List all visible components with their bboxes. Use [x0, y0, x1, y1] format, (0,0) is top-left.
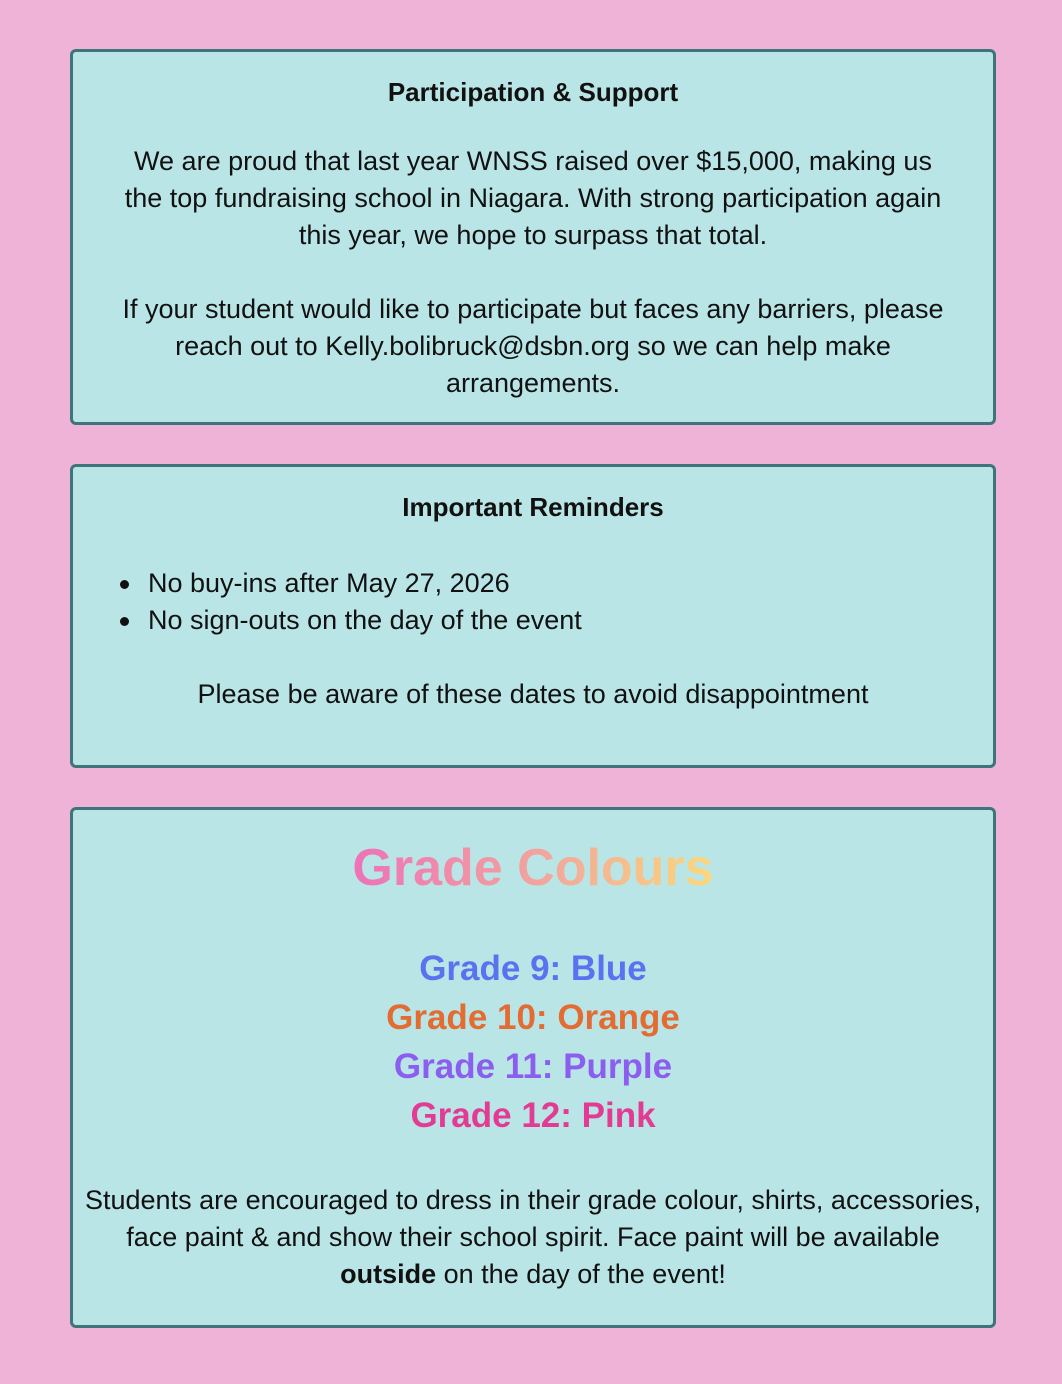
grade-colours-title: Grade Colours — [352, 839, 714, 897]
reminders-list — [73, 565, 993, 639]
reminders-card — [70, 464, 996, 768]
bullet-icon — [120, 580, 129, 589]
dress-up-note — [73, 1182, 993, 1293]
dress-up-note-start: Students are encouraged to dress in their grade colour, shirts, accessories, face paint & and show their school spirit. Face paint will be available — [85, 1185, 981, 1252]
reminder-text: No sign-outs on the day of the event — [148, 605, 582, 635]
dress-up-note-emphasis: outside — [340, 1259, 437, 1289]
participation-card — [70, 49, 996, 425]
grade-colour-list — [73, 944, 993, 1140]
bullet-icon — [120, 617, 129, 626]
reminders-note: Please be aware of these dates to avoid disappointment — [197, 679, 869, 709]
fundraising-paragraph: We are proud that last year WNSS raised over $15,000, making us the top fundraising school in Niagara. With strong participation again this year, we hope to surpass that total. — [124, 146, 942, 250]
grade-10-colour: Grade 10: Orange — [386, 998, 680, 1037]
barriers-paragraph: If your student would like to participate but faces any barriers, please reach out to Kelly.bolibruck@dsbn.org so we can help make arrangements. — [122, 294, 944, 398]
grade-9-colour: Grade 9: Blue — [419, 949, 647, 988]
list-item — [118, 602, 993, 639]
dress-up-note-end: on the day of the event! — [436, 1259, 726, 1289]
participation-title: Participation & Support — [387, 77, 679, 107]
reminder-text: No buy-ins after May 27, 2026 — [148, 568, 510, 598]
grade-11-colour: Grade 11: Purple — [393, 1047, 673, 1086]
grade-colours-card — [70, 807, 996, 1328]
list-item — [118, 565, 993, 602]
reminders-title: Important Reminders — [402, 492, 664, 522]
grade-12-colour: Grade 12: Pink — [410, 1096, 656, 1135]
